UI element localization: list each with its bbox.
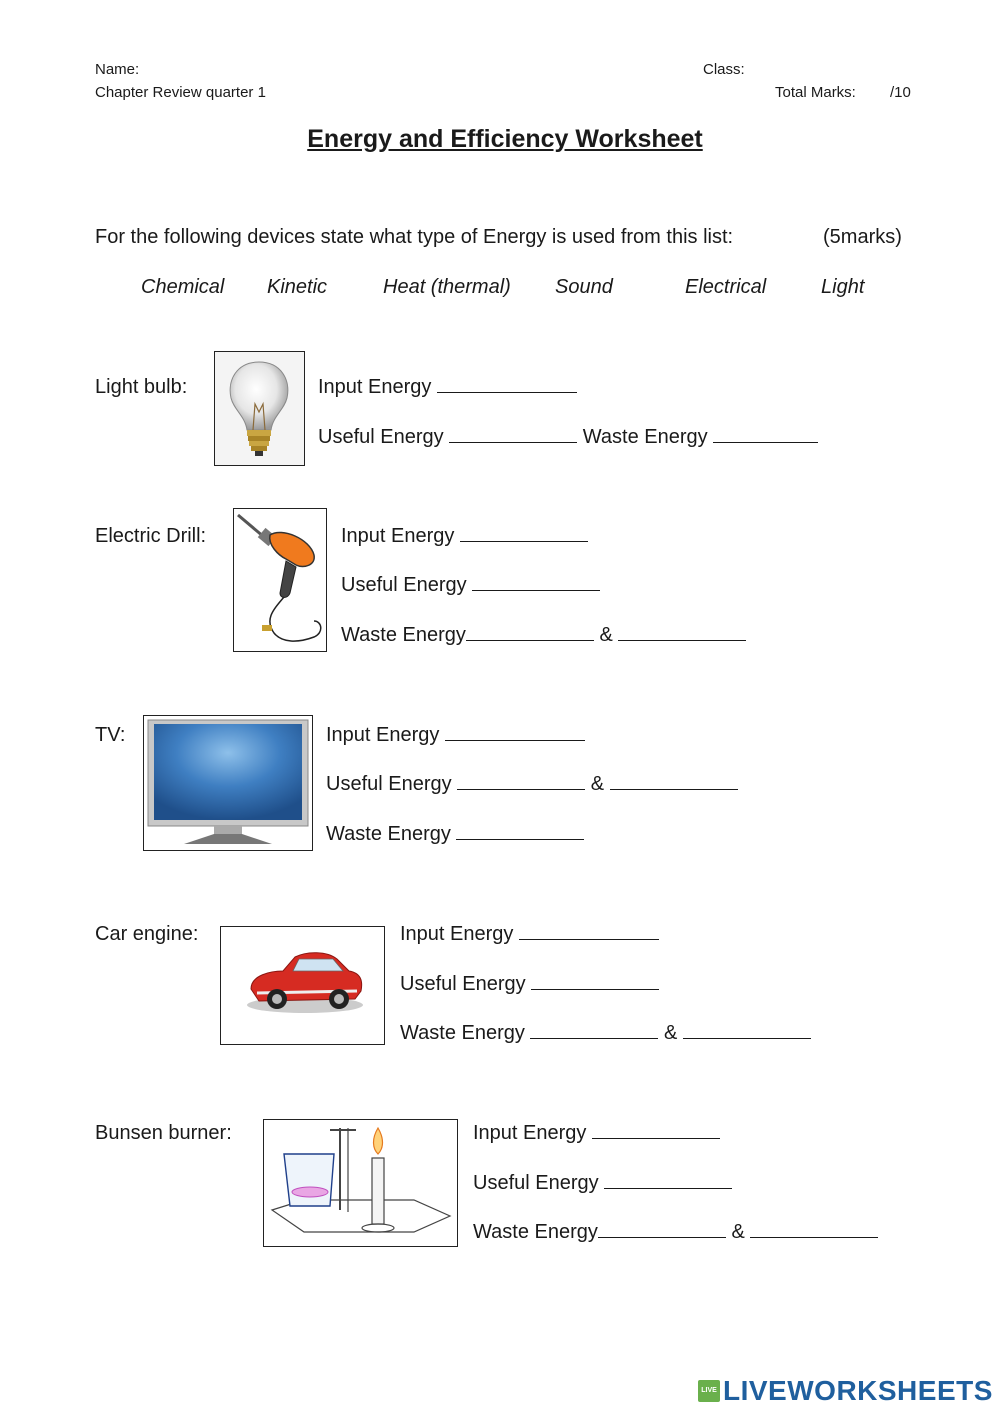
energy-type-light: Light xyxy=(821,276,865,298)
car-image xyxy=(220,926,385,1045)
waste-energy-label: Waste Energy xyxy=(473,1221,598,1243)
drill-waste-row xyxy=(341,624,746,647)
useful-energy-label: Useful Energy xyxy=(318,426,444,448)
class-label: Class: xyxy=(703,61,745,78)
drill-useful-row xyxy=(341,574,600,597)
car-useful-blank[interactable] xyxy=(531,973,659,990)
device-label-bunsen: Bunsen burner: xyxy=(95,1122,232,1144)
page-title: Energy and Efficiency Worksheet xyxy=(307,125,703,153)
logo-badge-icon: LIVE xyxy=(698,1380,720,1402)
light-bulb-input-row xyxy=(318,376,577,399)
device-label-tv: TV: xyxy=(95,724,126,746)
ampersand: & xyxy=(590,773,605,795)
energy-type-electrical: Electrical xyxy=(685,276,767,298)
input-energy-label: Input Energy xyxy=(473,1122,587,1144)
total-marks-label: Total Marks: xyxy=(775,84,856,101)
waste-energy-label: Waste Energy xyxy=(341,624,466,646)
car-input-row xyxy=(400,923,659,946)
useful-energy-label: Useful Energy xyxy=(326,773,452,795)
tv-image xyxy=(143,715,313,851)
device-label-light-bulb: Light bulb: xyxy=(95,376,188,398)
car-waste-blank-2[interactable] xyxy=(683,1022,811,1039)
tv-input-blank[interactable] xyxy=(445,724,585,741)
drill-useful-blank[interactable] xyxy=(472,574,600,591)
bunsen-burner-image xyxy=(263,1119,458,1247)
device-label-drill: Electric Drill: xyxy=(95,525,207,547)
drill-input-row xyxy=(341,525,588,548)
device-label-car: Car engine: xyxy=(95,923,199,945)
input-energy-label: Input Energy xyxy=(341,525,455,547)
tv-useful-blank-2[interactable] xyxy=(610,773,738,790)
input-energy-label: Input Energy xyxy=(326,724,440,746)
energy-type-sound: Sound xyxy=(555,276,613,298)
drill-waste-blank-1[interactable] xyxy=(466,624,594,641)
drill-input-blank[interactable] xyxy=(460,525,588,542)
electric-drill-image xyxy=(233,508,327,652)
ampersand: & xyxy=(599,624,613,646)
light-bulb-useful-waste-row xyxy=(318,426,818,449)
tv-waste-row xyxy=(326,823,584,846)
ampersand: & xyxy=(664,1022,678,1044)
bunsen-waste-row xyxy=(473,1221,878,1244)
light-bulb-input-blank[interactable] xyxy=(437,376,577,393)
bunsen-input-blank[interactable] xyxy=(592,1122,720,1139)
logo-text: LIVEWORKSHEETS xyxy=(723,1375,993,1406)
tv-useful-row xyxy=(326,773,738,796)
tv-useful-blank-1[interactable] xyxy=(457,773,585,790)
marks-text: (5marks) xyxy=(823,226,902,248)
waste-energy-label: Waste Energy xyxy=(582,426,708,448)
bunsen-waste-blank-2[interactable] xyxy=(750,1221,878,1238)
tv-waste-blank[interactable] xyxy=(456,823,584,840)
input-energy-label: Input Energy xyxy=(318,376,432,398)
bunsen-waste-blank-1[interactable] xyxy=(598,1221,726,1238)
name-label: Name: xyxy=(95,61,140,78)
energy-type-chemical: Chemical xyxy=(141,276,225,298)
bunsen-input-row xyxy=(473,1122,720,1145)
bunsen-useful-row xyxy=(473,1172,732,1195)
total-marks-value: /10 xyxy=(890,84,911,101)
car-waste-row xyxy=(400,1022,811,1045)
light-bulb-image xyxy=(214,351,305,466)
light-bulb-waste-blank[interactable] xyxy=(713,426,818,443)
liveworksheets-logo xyxy=(698,1375,993,1407)
drill-waste-blank-2[interactable] xyxy=(618,624,746,641)
waste-energy-label: Waste Energy xyxy=(400,1022,525,1044)
useful-energy-label: Useful Energy xyxy=(400,973,526,995)
input-energy-label: Input Energy xyxy=(400,923,514,945)
bunsen-useful-blank[interactable] xyxy=(604,1172,732,1189)
car-input-blank[interactable] xyxy=(519,923,659,940)
instruction-text: For the following devices state what type of Energy is used from this list: xyxy=(95,226,734,248)
energy-type-heat: Heat (thermal) xyxy=(383,276,511,298)
chapter-subtitle: Chapter Review quarter 1 xyxy=(95,84,266,101)
useful-energy-label: Useful Energy xyxy=(341,574,467,596)
useful-energy-label: Useful Energy xyxy=(473,1172,599,1194)
ampersand: & xyxy=(731,1221,745,1243)
light-bulb-useful-blank[interactable] xyxy=(449,426,577,443)
car-waste-blank-1[interactable] xyxy=(530,1022,658,1039)
energy-type-kinetic: Kinetic xyxy=(267,276,328,298)
car-useful-row xyxy=(400,973,659,996)
waste-energy-label: Waste Energy xyxy=(326,823,451,845)
tv-input-row xyxy=(326,724,585,747)
